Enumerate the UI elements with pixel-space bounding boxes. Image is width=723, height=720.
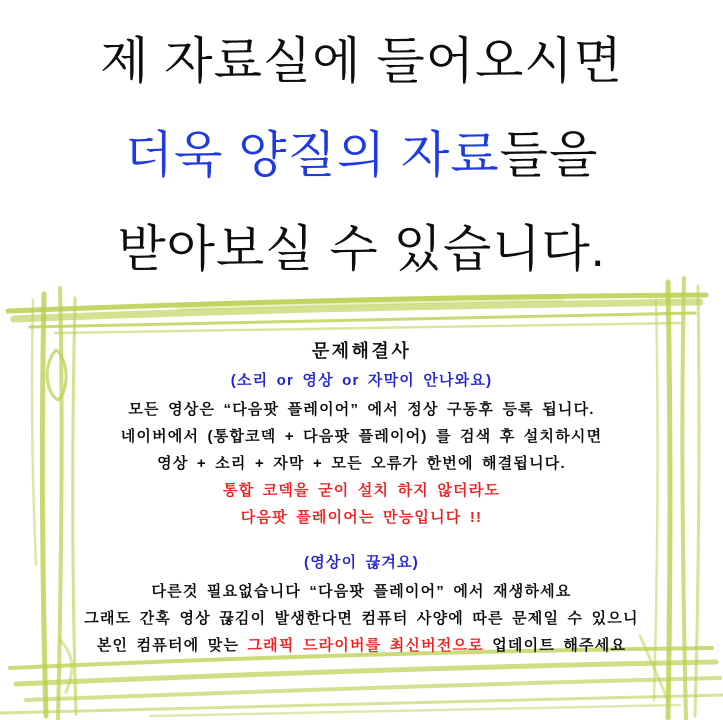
headline-line-2-blue: 더욱 양질의 자료	[124, 127, 500, 183]
notice-subtitle-stutter: (영상이 끊겨요)	[304, 554, 419, 571]
notice-title: 문제해결사	[311, 341, 412, 361]
notice-block	[0, 336, 723, 659]
notice-line: 영상 + 소리 + 자막 + 모든 오류가 한번에 해결됩니다.	[157, 455, 566, 472]
headline-line-1: 제 자료실에 들어오시면	[100, 33, 623, 89]
section-gap	[0, 531, 723, 548]
notice-line-prefix: 본인 컴퓨터에 맞는	[96, 637, 248, 654]
notice-red-line: 다음팟 플레이어는 만능입니다 !!	[240, 509, 483, 526]
headline-line-2-black: 들을	[499, 127, 599, 183]
notice-line-mixed	[0, 632, 723, 659]
headline-line-3: 받아보실 수 있습니다.	[117, 221, 606, 277]
notice-line: 네이버에서 (통합코덱 + 다음팟 플레이어) 를 검색 후 설치하시면	[120, 428, 603, 445]
notice-subtitle-sound: (소리 or 영상 or 자막이 안나와요)	[230, 372, 493, 389]
notice-line: 다른것 필요없습니다 “다음팟 플레이어” 에서 재생하세요	[151, 583, 572, 600]
headline-line-2	[0, 108, 723, 202]
notice-line: 모든 영상은 “다음팟 플레이어” 에서 정상 구동후 등록 됩니다.	[128, 401, 595, 418]
notice-line: 그래도 간혹 영상 끊김이 발생한다면 컴퓨터 사양에 따른 문제일 수 있으니	[84, 610, 639, 627]
notice-red-line: 통합 코덱을 굳이 설치 하지 않더라도	[222, 482, 501, 499]
notice-line-suffix: 업데이트 해주세요	[483, 637, 627, 654]
notice-line-red-part: 그래픽 드라이버를 최신버전으로	[247, 637, 484, 654]
headline	[0, 14, 723, 296]
